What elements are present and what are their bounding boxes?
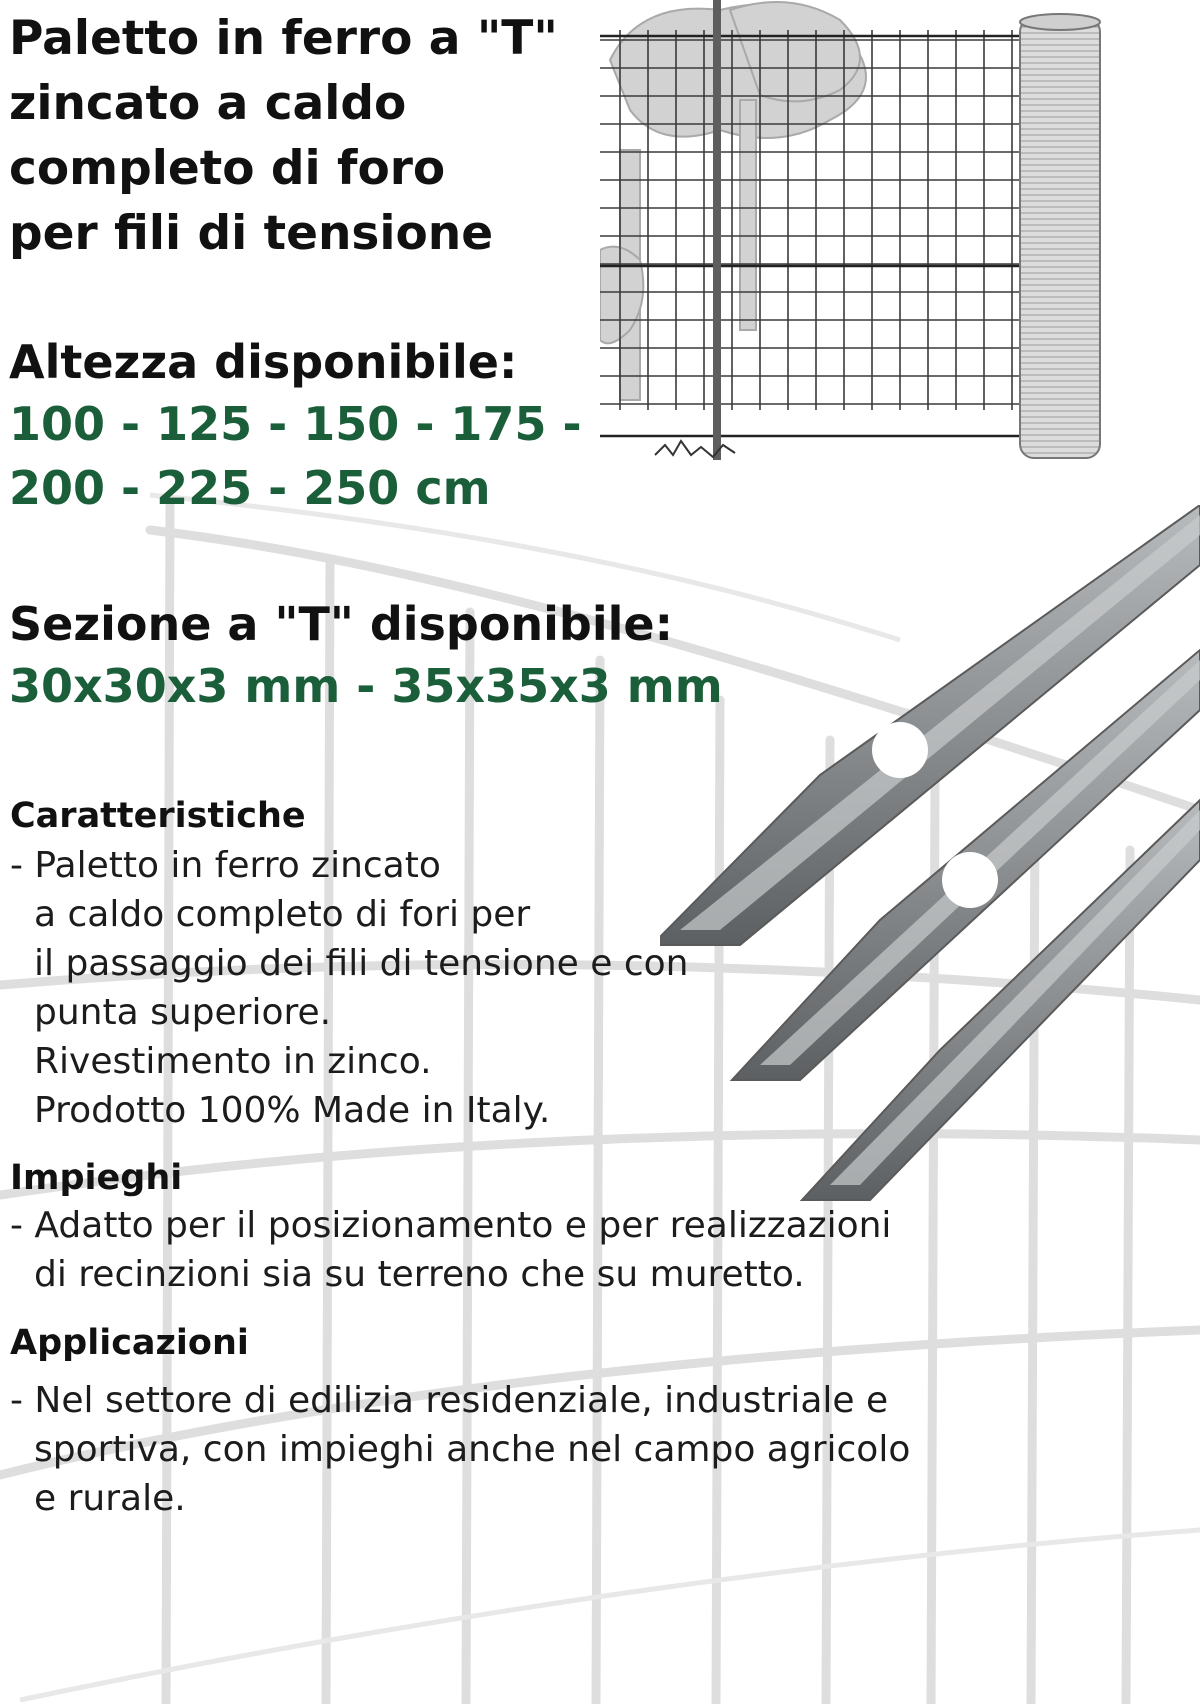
height-values-line: 200 - 225 - 250 cm (9, 461, 491, 515)
features-line: Rivestimento in zinco. (34, 1041, 432, 1082)
applications-line: e rurale. (34, 1478, 186, 1519)
uses-heading: Impieghi (10, 1158, 183, 1198)
height-values (9, 392, 582, 520)
tree-icon (600, 2, 866, 400)
applications-heading: Applicazioni (10, 1323, 249, 1363)
title-line: completo di foro (9, 141, 446, 196)
t-stakes-photo (660, 505, 1200, 1205)
fence-roll-illustration (600, 0, 1200, 470)
features-line: il passaggio dei fili di tensione e con (34, 943, 689, 984)
mesh-roll-icon (1020, 18, 1100, 458)
title-line: Paletto in ferro a "T" (9, 11, 558, 66)
uses-list (10, 1201, 891, 1299)
features-line: Prodotto 100% Made in Italy. (34, 1090, 551, 1131)
height-label: Altezza disponibile: (9, 335, 518, 389)
features-line: a caldo completo di fori per (34, 894, 531, 935)
title-line: per fili di tensione (9, 206, 494, 261)
features-line: punta superiore. (34, 992, 332, 1033)
applications-line: - Nel settore di edilizia residenziale, industriale e (10, 1380, 889, 1421)
title-line: zincato a caldo (9, 76, 407, 131)
height-values-line: 100 - 125 - 150 - 175 - (9, 397, 582, 451)
uses-line: di recinzioni sia su terreno che su muretto. (34, 1254, 805, 1295)
applications-line: sportiva, con impieghi anche nel campo agricolo (34, 1429, 911, 1470)
applications-list (10, 1376, 910, 1523)
features-line: - Paletto in ferro zincato (10, 845, 441, 886)
post-icon (713, 0, 721, 460)
section-values: 30x30x3 mm - 35x35x3 mm (9, 659, 723, 713)
uses-line: - Adatto per il posizionamento e per realizzazioni (10, 1205, 892, 1246)
features-list (10, 841, 688, 1135)
section-label: Sezione a "T" disponibile: (9, 597, 673, 651)
product-title (9, 6, 569, 266)
features-heading: Caratteristiche (10, 796, 306, 836)
